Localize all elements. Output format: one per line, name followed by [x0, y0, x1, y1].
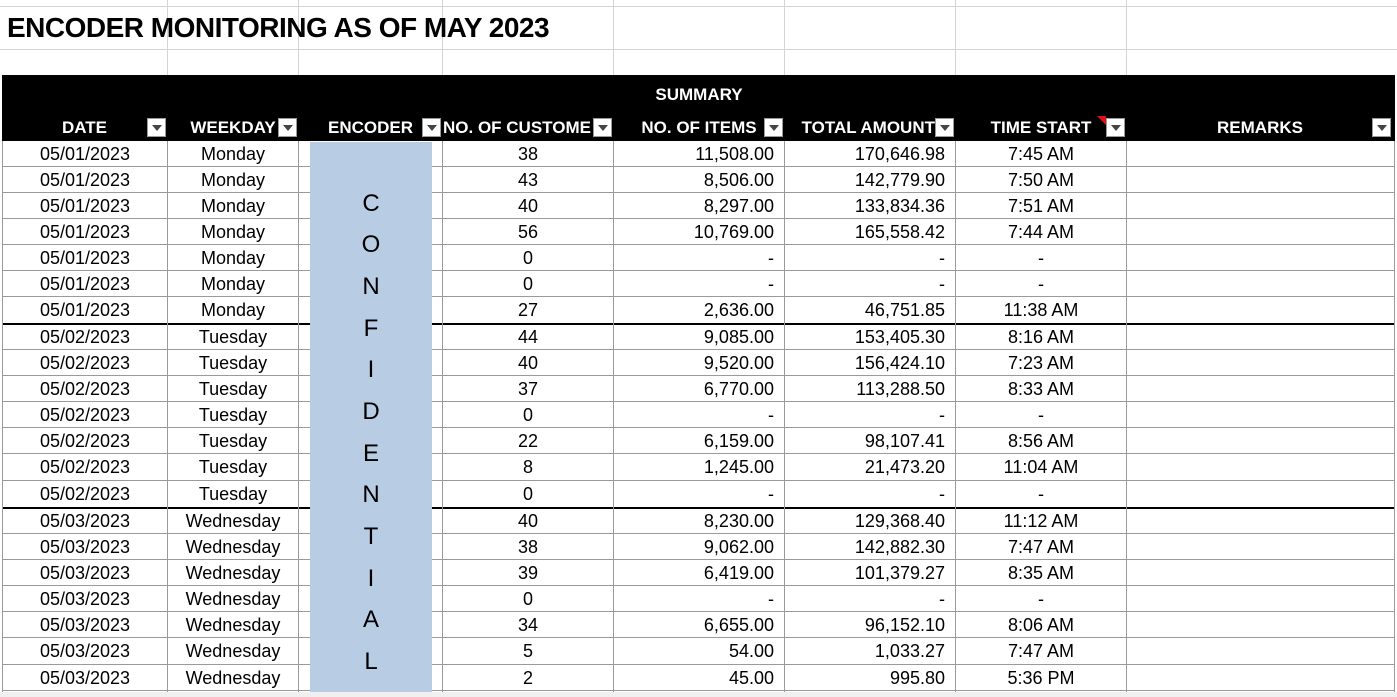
cell-weekday[interactable]: Monday — [200, 274, 266, 294]
cell-remarks[interactable] — [1127, 508, 1394, 534]
cell-total-amount[interactable]: 21,473.20 — [864, 457, 945, 477]
cell-customers[interactable]: 0 — [522, 589, 533, 609]
table-row — [0, 638, 1397, 664]
cell-weekday[interactable]: Monday — [200, 170, 266, 190]
column-header-total-amount[interactable]: TOTAL AMOUNT — [801, 118, 935, 137]
cell-time-start[interactable]: - — [1038, 274, 1044, 294]
table-row — [0, 324, 1397, 350]
table-row — [0, 428, 1397, 454]
confidential-letter: T — [363, 523, 379, 550]
filter-dropdown-icon[interactable] — [422, 118, 441, 137]
column-header-items[interactable]: NO. OF ITEMS — [641, 118, 757, 137]
cell-customers[interactable]: 44 — [517, 327, 539, 347]
cell-customers[interactable]: 2 — [522, 668, 533, 688]
table-row — [0, 271, 1397, 297]
confidential-overlay — [310, 142, 432, 697]
confidential-letter: E — [362, 440, 379, 467]
confidential-letter: C — [362, 190, 380, 217]
cell-time-start[interactable]: 7:47 AM — [1007, 641, 1075, 661]
table-row — [0, 193, 1397, 219]
cell-remarks[interactable] — [1127, 141, 1394, 167]
cell-customers[interactable]: 38 — [517, 144, 539, 164]
table-row — [0, 402, 1397, 428]
filter-dropdown-icon[interactable] — [935, 118, 954, 137]
cell-weekday[interactable]: Tuesday — [198, 431, 268, 451]
cell-time-start[interactable]: 7:51 AM — [1007, 196, 1075, 216]
column-header-customers[interactable]: NO. OF CUSTOME — [443, 118, 591, 137]
cell-items[interactable]: 10,769.00 — [693, 222, 774, 242]
cell-weekday[interactable]: Monday — [200, 144, 266, 164]
cell-remarks[interactable] — [1127, 665, 1394, 691]
cell-remarks[interactable] — [1127, 428, 1394, 454]
cell-date[interactable]: 05/03/2023 — [39, 668, 131, 688]
cell-time-start[interactable]: - — [1038, 248, 1044, 268]
cell-date[interactable]: 05/02/2023 — [39, 405, 131, 425]
cell-remarks[interactable] — [1127, 245, 1394, 271]
table-row — [0, 454, 1397, 480]
cell-remarks[interactable] — [1127, 376, 1394, 402]
cell-customers[interactable]: 5 — [522, 641, 533, 661]
gridline — [955, 0, 956, 75]
cell-remarks[interactable] — [1127, 297, 1394, 323]
confidential-letter: L — [364, 648, 378, 675]
cell-weekday[interactable]: Monday — [200, 300, 266, 320]
cell-weekday[interactable]: Wednesday — [185, 641, 281, 661]
cell-time-start[interactable]: - — [1038, 589, 1044, 609]
cell-date[interactable]: 05/02/2023 — [39, 379, 131, 399]
cell-items[interactable]: 54.00 — [728, 641, 774, 661]
cell-weekday[interactable]: Tuesday — [198, 405, 268, 425]
column-border — [442, 141, 443, 697]
cell-date[interactable]: 05/02/2023 — [39, 327, 131, 347]
table-row — [0, 219, 1397, 245]
cell-items[interactable]: 6,655.00 — [703, 615, 774, 635]
cell-remarks[interactable] — [1127, 193, 1394, 219]
cell-total-amount[interactable]: 129,368.40 — [854, 511, 945, 531]
table-row — [0, 665, 1397, 691]
cell-weekday[interactable]: Wednesday — [185, 563, 281, 583]
cell-weekday[interactable]: Tuesday — [198, 353, 268, 373]
cell-items[interactable]: - — [768, 484, 774, 504]
filter-dropdown-icon[interactable] — [764, 118, 783, 137]
cell-weekday[interactable]: Wednesday — [185, 537, 281, 557]
cell-remarks[interactable] — [1127, 481, 1394, 507]
cell-date[interactable]: 05/01/2023 — [39, 300, 131, 320]
cell-weekday[interactable]: Tuesday — [198, 327, 268, 347]
cell-customers[interactable]: 40 — [517, 353, 539, 373]
table-row — [0, 297, 1397, 323]
cell-weekday[interactable]: Wednesday — [185, 589, 281, 609]
gridline — [1126, 0, 1127, 75]
cell-date[interactable]: 05/03/2023 — [39, 563, 131, 583]
cell-total-amount[interactable]: 153,405.30 — [854, 327, 945, 347]
gridline — [0, 49, 1397, 50]
cell-time-start[interactable]: 11:12 AM — [1003, 511, 1079, 531]
cell-customers[interactable]: 0 — [522, 274, 533, 294]
cell-customers[interactable]: 0 — [522, 484, 533, 504]
cell-remarks[interactable] — [1127, 271, 1394, 297]
cell-total-amount[interactable]: 101,379.27 — [854, 563, 945, 583]
table-row — [0, 586, 1397, 612]
cell-time-start[interactable]: 11:38 AM — [1003, 300, 1079, 320]
cell-total-amount[interactable]: - — [939, 589, 945, 609]
row-border — [2, 690, 1395, 691]
table-row — [0, 350, 1397, 376]
cell-total-amount[interactable]: - — [939, 484, 945, 504]
table-row — [0, 167, 1397, 193]
filter-dropdown-icon[interactable] — [278, 118, 297, 137]
cell-time-start[interactable]: 8:56 AM — [1007, 431, 1075, 451]
cell-remarks[interactable] — [1127, 219, 1394, 245]
cell-remarks[interactable] — [1127, 167, 1394, 193]
table-row — [0, 534, 1397, 560]
cell-date[interactable]: 05/02/2023 — [39, 484, 131, 504]
comment-indicator-icon[interactable] — [1097, 116, 1106, 125]
filter-dropdown-icon[interactable] — [147, 118, 166, 137]
cell-items[interactable]: 8,230.00 — [703, 511, 774, 531]
cell-date[interactable]: 05/03/2023 — [39, 589, 131, 609]
cell-date[interactable]: 05/01/2023 — [39, 170, 131, 190]
cell-items[interactable]: 9,520.00 — [703, 353, 774, 373]
cell-weekday[interactable]: Tuesday — [198, 379, 268, 399]
cell-customers[interactable]: 38 — [517, 537, 539, 557]
cell-customers[interactable]: 40 — [517, 511, 539, 531]
cell-items[interactable]: 8,297.00 — [703, 196, 774, 216]
cell-time-start[interactable]: 7:50 AM — [1007, 170, 1075, 190]
cell-date[interactable]: 05/03/2023 — [39, 615, 131, 635]
cell-total-amount[interactable]: 165,558.42 — [854, 222, 945, 242]
cell-total-amount[interactable]: - — [939, 405, 945, 425]
cell-time-start[interactable]: 7:23 AM — [1007, 353, 1075, 373]
cell-total-amount[interactable]: 156,424.10 — [854, 353, 945, 373]
cell-total-amount[interactable]: 46,751.85 — [864, 300, 945, 320]
cell-remarks[interactable] — [1127, 638, 1394, 664]
table-row — [0, 560, 1397, 586]
cell-remarks[interactable] — [1127, 350, 1394, 376]
cell-remarks[interactable] — [1127, 560, 1394, 586]
cell-remarks[interactable] — [1127, 612, 1394, 638]
cell-time-start[interactable]: 7:45 AM — [1007, 144, 1075, 164]
cell-remarks[interactable] — [1127, 402, 1394, 428]
column-border — [298, 141, 299, 697]
column-border — [1394, 141, 1395, 697]
cell-total-amount[interactable]: 98,107.41 — [864, 431, 945, 451]
cell-customers[interactable]: 56 — [517, 222, 539, 242]
filter-dropdown-icon[interactable] — [1106, 118, 1125, 137]
table-row — [0, 245, 1397, 271]
cell-remarks[interactable] — [1127, 454, 1394, 480]
cell-date[interactable]: 05/03/2023 — [39, 537, 131, 557]
cell-weekday[interactable]: Monday — [200, 222, 266, 242]
confidential-letter: N — [362, 481, 380, 508]
table-row — [0, 508, 1397, 534]
cell-customers[interactable]: 27 — [517, 300, 539, 320]
cell-items[interactable]: 9,085.00 — [703, 327, 774, 347]
cell-weekday[interactable]: Tuesday — [198, 484, 268, 504]
column-border — [1126, 141, 1127, 697]
cell-customers[interactable]: 8 — [522, 457, 533, 477]
table-row — [0, 612, 1397, 638]
cell-weekday[interactable]: Wednesday — [185, 511, 281, 531]
cell-items[interactable]: 2,636.00 — [703, 300, 774, 320]
table-row — [0, 141, 1397, 167]
cell-customers[interactable]: 40 — [517, 196, 539, 216]
cell-total-amount[interactable]: 142,779.90 — [854, 170, 945, 190]
cell-items[interactable]: - — [768, 405, 774, 425]
column-header-encoder[interactable]: ENCODER — [327, 118, 413, 137]
cell-customers[interactable]: 22 — [517, 431, 539, 451]
cell-customers[interactable]: 0 — [522, 405, 533, 425]
gridline — [0, 6, 1397, 7]
column-border — [955, 141, 956, 697]
sheet-title[interactable]: ENCODER MONITORING AS OF MAY 2023 — [7, 12, 550, 43]
cell-total-amount[interactable]: 142,882.30 — [854, 537, 945, 557]
cell-items[interactable]: 45.00 — [728, 668, 774, 688]
cell-date[interactable]: 05/01/2023 — [39, 144, 131, 164]
cell-items[interactable]: 6,770.00 — [703, 379, 774, 399]
cell-items[interactable]: - — [768, 248, 774, 268]
cell-total-amount[interactable]: 170,646.98 — [854, 144, 945, 164]
cell-total-amount[interactable]: 113,288.50 — [856, 379, 945, 399]
filter-dropdown-icon[interactable] — [1372, 118, 1391, 137]
cell-time-start[interactable]: 8:06 AM — [1007, 615, 1075, 635]
cell-time-start[interactable]: 11:04 AM — [1003, 457, 1079, 477]
column-border — [613, 141, 614, 697]
cell-weekday[interactable]: Wednesday — [185, 668, 281, 688]
cell-weekday[interactable]: Tuesday — [198, 457, 268, 477]
column-header-weekday[interactable]: WEEKDAY — [190, 118, 276, 137]
cell-weekday[interactable]: Wednesday — [185, 615, 281, 635]
cell-time-start[interactable]: 7:47 AM — [1007, 537, 1075, 557]
confidential-letter: N — [362, 273, 380, 300]
table-row — [0, 376, 1397, 402]
cell-items[interactable]: 6,159.00 — [703, 431, 774, 451]
cell-time-start[interactable]: 7:44 AM — [1007, 222, 1075, 242]
cell-time-start[interactable]: - — [1038, 405, 1044, 425]
gridline — [784, 0, 785, 75]
sheet-tab-bar[interactable] — [0, 692, 1397, 697]
confidential-letter: I — [367, 356, 375, 383]
cell-customers[interactable]: 43 — [517, 170, 539, 190]
confidential-letter: I — [367, 565, 375, 592]
cell-weekday[interactable]: Monday — [200, 248, 266, 268]
cell-customers[interactable]: 39 — [517, 563, 539, 583]
cell-total-amount[interactable]: - — [939, 248, 945, 268]
cell-customers[interactable]: 34 — [517, 615, 539, 635]
cell-items[interactable]: 6,419.00 — [703, 563, 774, 583]
cell-total-amount[interactable]: 133,834.36 — [854, 196, 945, 216]
cell-total-amount[interactable]: 96,152.10 — [864, 615, 945, 635]
cell-date[interactable]: 05/03/2023 — [39, 641, 131, 661]
cell-time-start[interactable]: 8:16 AM — [1007, 327, 1075, 347]
cell-date[interactable]: 05/03/2023 — [39, 511, 131, 531]
cell-items[interactable]: - — [768, 274, 774, 294]
cell-items[interactable]: 11,508.00 — [695, 144, 774, 164]
column-border — [167, 141, 168, 697]
cell-customers[interactable]: 0 — [522, 248, 533, 268]
cell-items[interactable]: 1,245.00 — [703, 457, 774, 477]
confidential-letter: D — [362, 398, 380, 425]
cell-total-amount[interactable]: 995.80 — [889, 668, 945, 688]
cell-date[interactable]: 05/02/2023 — [39, 457, 131, 477]
filter-dropdown-icon[interactable] — [593, 118, 612, 137]
cell-date[interactable]: 05/01/2023 — [39, 274, 131, 294]
cell-date[interactable]: 05/02/2023 — [39, 353, 131, 373]
cell-items[interactable]: 9,062.00 — [703, 537, 774, 557]
cell-customers[interactable]: 37 — [517, 379, 539, 399]
cell-remarks[interactable] — [1127, 534, 1394, 560]
cell-total-amount[interactable]: 1,033.27 — [874, 641, 945, 661]
confidential-letter: O — [361, 231, 381, 258]
cell-time-start[interactable]: 5:36 PM — [1007, 668, 1075, 688]
column-header-remarks[interactable]: REMARKS — [1217, 118, 1303, 137]
cell-date[interactable]: 05/01/2023 — [39, 196, 131, 216]
column-header-date[interactable]: DATE — [61, 118, 107, 137]
cell-remarks[interactable] — [1127, 324, 1394, 350]
confidential-letter: A — [362, 606, 379, 633]
cell-items[interactable]: - — [768, 589, 774, 609]
table-row — [0, 481, 1397, 507]
cell-remarks[interactable] — [1127, 586, 1394, 612]
cell-total-amount[interactable]: - — [939, 274, 945, 294]
cell-weekday[interactable]: Monday — [200, 196, 266, 216]
cell-date[interactable]: 05/01/2023 — [39, 222, 131, 242]
confidential-letter: F — [363, 315, 379, 342]
cell-items[interactable]: 8,506.00 — [703, 170, 774, 190]
summary-header[interactable]: SUMMARY — [655, 85, 743, 104]
cell-date[interactable]: 05/02/2023 — [39, 431, 131, 451]
gridline — [613, 0, 614, 75]
cell-time-start[interactable]: 8:35 AM — [1007, 563, 1075, 583]
cell-date[interactable]: 05/01/2023 — [39, 248, 131, 268]
column-border — [784, 141, 785, 697]
cell-time-start[interactable]: - — [1038, 484, 1044, 504]
column-header-time-start[interactable]: TIME START — [990, 118, 1092, 137]
cell-time-start[interactable]: 8:33 AM — [1007, 379, 1075, 399]
column-border — [2, 141, 3, 697]
